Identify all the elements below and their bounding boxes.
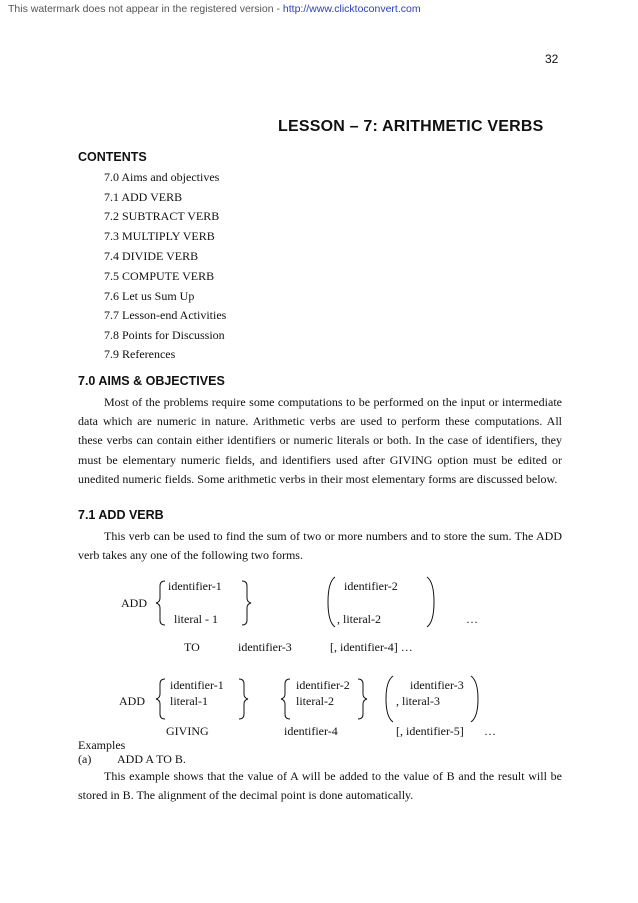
- watermark: [8, 3, 421, 15]
- format1-opt1-bottom: literal - 1: [174, 612, 218, 626]
- format2-brace-left-2: [280, 678, 292, 720]
- format2-opt1-bottom: literal-1: [170, 694, 208, 708]
- toc-item: 7.2 SUBTRACT VERB: [104, 209, 220, 223]
- section-71-heading: 7.1 ADD VERB: [78, 508, 164, 522]
- section-70-paragraph: Most of the problems require some computations to be performed on the input or intermediate data which are numeric in nature. Arithmetic verbs are used to perform these computations. All these verbs can contain either identifiers or numeric literals or both. In the case of identifiers, they must be elementary numeric fields, and identifiers used after GIVING option must be edited or unedited numeric fields. Some arithmetic verbs in their most elementary forms are discussed below.: [78, 395, 562, 486]
- format2-brace-right-2: [356, 678, 368, 720]
- toc-item: 7.4 DIVIDE VERB: [104, 249, 199, 263]
- format1-paren-left: [326, 576, 336, 628]
- format2-brace-right: [237, 678, 249, 720]
- watermark-link[interactable]: http://www.clicktoconvert.com: [282, 3, 421, 15]
- toc-item: 7.6 Let us Sum Up: [104, 289, 195, 303]
- format1-opt1-top: identifier-1: [168, 579, 222, 593]
- toc-item: 7.7 Lesson-end Activities: [104, 308, 227, 322]
- format1-to-keyword: TO: [184, 640, 200, 654]
- format2-paren-left: [384, 675, 394, 723]
- format1-keyword: ADD: [121, 596, 147, 610]
- format1-paren-right: [426, 576, 436, 628]
- format2-brace-left: [155, 678, 167, 720]
- format1-brace-right: [240, 580, 252, 626]
- format1-brace-left: [155, 580, 167, 626]
- format1-target-more: [, identifier-4] …: [330, 640, 413, 654]
- format2-opt2-bottom: literal-2: [296, 694, 334, 708]
- toc-item: 7.1 ADD VERB: [104, 190, 183, 204]
- page-number: 32: [545, 52, 559, 66]
- contents-heading: CONTENTS: [78, 150, 147, 164]
- section-70-heading: 7.0 AIMS & OBJECTIVES: [78, 374, 225, 388]
- format1-target: identifier-3: [238, 640, 292, 654]
- format1-opt2-bottom: , literal-2: [337, 612, 381, 626]
- section-71-paragraph: This verb can be used to find the sum of two or more numbers and to store the sum. The ADD verb takes any one of the following two forms.: [78, 529, 562, 563]
- example-code: ADD A TO B.: [117, 752, 186, 766]
- toc-item: 7.3 MULTIPLY VERB: [104, 229, 215, 243]
- toc-item: 7.5 COMPUTE VERB: [104, 269, 215, 283]
- lesson-title: LESSON – 7: ARITHMETIC VERBS: [278, 118, 544, 135]
- toc-item: 7.9 References: [104, 347, 176, 361]
- examples-heading: Examples: [78, 738, 126, 752]
- format2-target: identifier-4: [284, 724, 338, 738]
- format2-opt3-bottom: , literal-3: [396, 694, 440, 708]
- format2-opt1-top: identifier-1: [170, 678, 224, 692]
- toc-item: 7.0 Aims and objectives: [104, 170, 220, 184]
- format2-ellipsis: …: [484, 724, 496, 738]
- format2-target-more: [, identifier-5]: [396, 724, 464, 738]
- example-label: (a): [78, 752, 92, 766]
- toc-item: 7.8 Points for Discussion: [104, 328, 225, 342]
- format2-giving-keyword: GIVING: [166, 724, 209, 738]
- format2-paren-right: [470, 675, 480, 723]
- format1-opt2-top: identifier-2: [344, 579, 398, 593]
- format2-keyword: ADD: [119, 694, 145, 708]
- format1-ellipsis: …: [466, 612, 478, 626]
- example-paragraph: This example shows that the value of A will be added to the value of B and the result will be stored in B. The alignment of the decimal point is done automatically.: [78, 769, 562, 803]
- format2-opt3-top: identifier-3: [410, 678, 464, 692]
- watermark-text: This watermark does not appear in the registered version -: [8, 3, 283, 15]
- format2-opt2-top: identifier-2: [296, 678, 350, 692]
